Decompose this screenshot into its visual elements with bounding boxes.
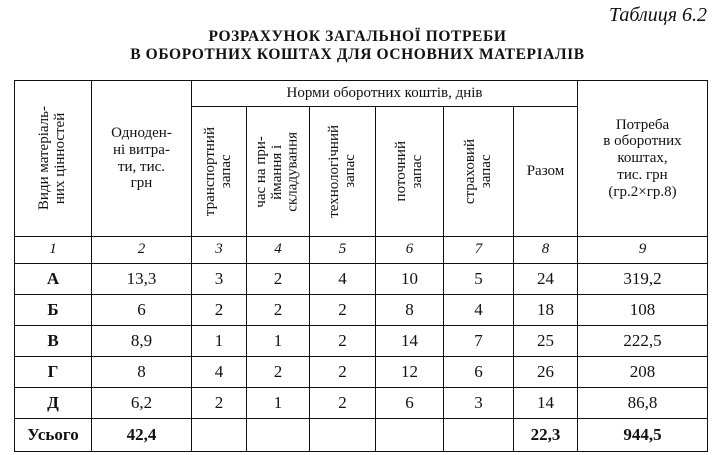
cell-need: 208	[578, 357, 708, 388]
empty-cell	[444, 419, 514, 452]
column-number: 3	[192, 237, 247, 264]
cell-insurance: 6	[444, 357, 514, 388]
cell-transport: 4	[192, 357, 247, 388]
header-norms	[192, 81, 578, 107]
cell-total: 26	[514, 357, 578, 388]
header-current-label: поточний запас	[392, 141, 425, 202]
column-number: 8	[514, 237, 578, 264]
cell-acceptance: 1	[247, 388, 310, 419]
cell-current: 14	[376, 326, 444, 357]
cell-total: 18	[514, 295, 578, 326]
cell-need: 222,5	[578, 326, 708, 357]
header-technological	[310, 107, 376, 237]
header-norms-label: Норми оборотних коштів, днів	[286, 85, 483, 102]
row-material-name: Д	[15, 388, 92, 419]
column-number: 6	[376, 237, 444, 264]
column-number: 9	[578, 237, 708, 264]
header-transport-label: транспортний запас	[202, 126, 234, 217]
cell-need: 86,8	[578, 388, 708, 419]
row-material-name: Г	[15, 357, 92, 388]
row-material-name: А	[15, 264, 92, 295]
cell-current: 10	[376, 264, 444, 295]
cell-transport: 3	[192, 264, 247, 295]
cell-insurance: 4	[444, 295, 514, 326]
cell-insurance: 3	[444, 388, 514, 419]
cell-current: 12	[376, 357, 444, 388]
cell-technological: 2	[310, 388, 376, 419]
header-materials-label: Види матеріаль- них цінностей	[36, 106, 68, 211]
cell-current: 8	[376, 295, 444, 326]
cell-acceptance: 2	[247, 357, 310, 388]
header-insurance-label: страховий запас	[461, 138, 494, 205]
table-title-line-1: РОЗРАХУНОК ЗАГАЛЬНОЇ ПОТРЕБИ	[208, 28, 507, 45]
cell-acceptance: 2	[247, 295, 310, 326]
cell-need: 108	[578, 295, 708, 326]
cell-acceptance: 1	[247, 326, 310, 357]
header-materials	[15, 81, 92, 237]
row-material-name: Б	[15, 295, 92, 326]
cell-total: 14	[514, 388, 578, 419]
cell-total: 25	[514, 326, 578, 357]
cell-technological: 2	[310, 295, 376, 326]
cell-transport: 2	[192, 295, 247, 326]
table-title-line-2: В ОБОРОТНИХ КОШТАХ ДЛЯ ОСНОВНИХ МАТЕРІАЛІВ	[130, 46, 585, 63]
cell-insurance: 5	[444, 264, 514, 295]
header-need-label: Потреба в оборотних коштах, тис. грн (гр.2×гр.8)	[603, 116, 682, 200]
cell-technological: 4	[310, 264, 376, 295]
header-daily	[92, 81, 192, 237]
column-number: 7	[444, 237, 514, 264]
empty-cell	[310, 419, 376, 452]
table-row	[15, 388, 708, 419]
header-technological-label: технологічний запас	[325, 125, 358, 218]
header-daily-label: Одноден- ні витра- ти, тис. грн	[111, 124, 172, 192]
column-number: 5	[310, 237, 376, 264]
cell-total: 24	[514, 264, 578, 295]
table-row	[15, 264, 708, 295]
empty-cell	[247, 419, 310, 452]
totals-total: 22,3	[514, 419, 578, 452]
cell-technological: 2	[310, 357, 376, 388]
column-number-row	[15, 237, 708, 264]
empty-cell	[376, 419, 444, 452]
column-number: 2	[92, 237, 192, 264]
cell-acceptance: 2	[247, 264, 310, 295]
cell-transport: 2	[192, 388, 247, 419]
table-row	[15, 326, 708, 357]
totals-need: 944,5	[578, 419, 708, 452]
empty-cell	[192, 419, 247, 452]
cell-daily: 6,2	[92, 388, 192, 419]
cell-transport: 1	[192, 326, 247, 357]
totals-label: Усього	[15, 419, 92, 452]
cell-daily: 8	[92, 357, 192, 388]
totals-row	[15, 419, 708, 452]
header-acceptance	[247, 107, 310, 237]
totals-daily: 42,4	[92, 419, 192, 452]
header-transport	[192, 107, 247, 237]
header-total	[514, 107, 578, 237]
cell-need: 319,2	[578, 264, 708, 295]
cell-daily: 13,3	[92, 264, 192, 295]
column-number: 1	[15, 237, 92, 264]
cell-daily: 6	[92, 295, 192, 326]
header-insurance	[444, 107, 514, 237]
row-material-name: В	[15, 326, 92, 357]
header-acceptance-label: час на при- ймання і складування	[253, 131, 301, 212]
table-row	[15, 357, 708, 388]
column-number: 4	[247, 237, 310, 264]
table-number: Таблиця 6.2	[609, 4, 707, 26]
table-row	[15, 295, 708, 326]
cell-current: 6	[376, 388, 444, 419]
header-current	[376, 107, 444, 237]
cell-insurance: 7	[444, 326, 514, 357]
header-total-label: Разом	[526, 163, 565, 180]
header-need	[578, 81, 708, 237]
cell-technological: 2	[310, 326, 376, 357]
cell-daily: 8,9	[92, 326, 192, 357]
materials-table	[14, 80, 708, 452]
